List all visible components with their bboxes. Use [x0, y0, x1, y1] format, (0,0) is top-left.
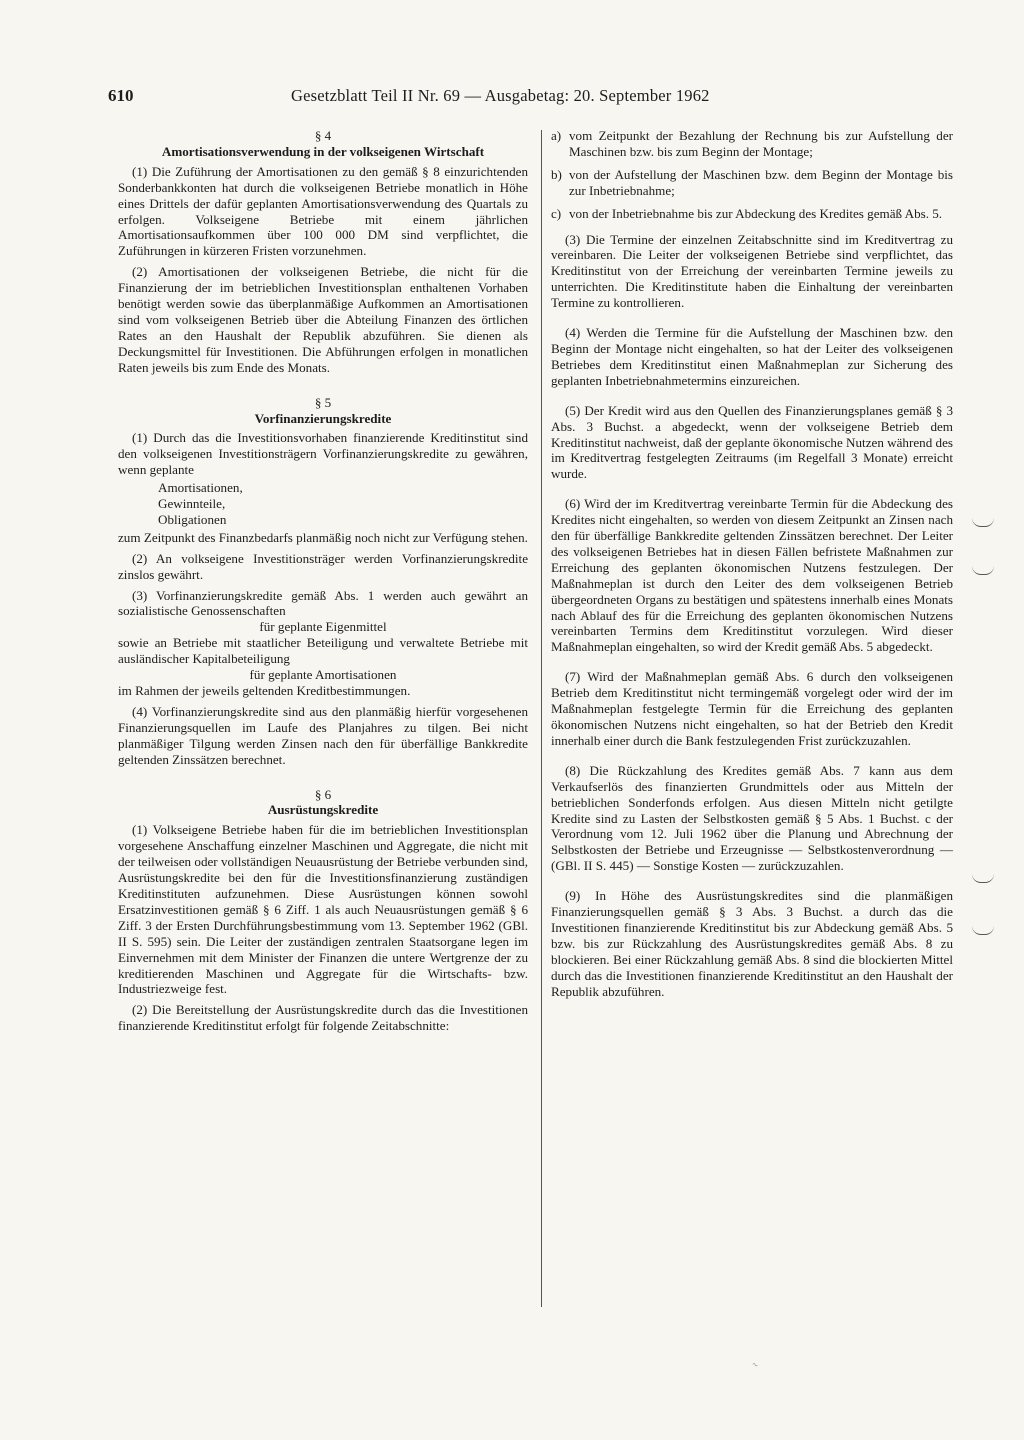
list-label: b) — [551, 166, 562, 182]
section-4-sign: § 4 — [314, 128, 332, 143]
list-item — [551, 128, 953, 160]
section-5-paragraph-4: (4) Vorfinanzierungskredite sind aus den planmäßig hierfür vorgesehenen Finanzierungsquellen im Laufe des Planjahres zu tilgen. Bei nicht planmäßiger Tilgung werden Zinsen nach den für überfällige Bankkredite geltenden Zinssätzen berechnet. — [118, 703, 528, 767]
column-divider — [541, 130, 542, 1307]
list-item: Obligationen — [158, 511, 227, 527]
section-5-heading: Vorfinanzierungskredite — [254, 410, 392, 426]
section-5-sign: § 5 — [314, 394, 332, 410]
header-title: Gesetzblatt Teil II Nr. 69 — Ausgabetag: 20. September 1962 — [291, 86, 710, 105]
list-text: vom Zeitpunkt der Bezahlung der Rechnung bis zur Aufstellung der Maschinen bzw. bis zum Beginn der Montage; — [569, 128, 953, 159]
section-6-paragraph-9: (9) In Höhe des Ausrüstungskredites sind die planmäßigen Finanzierungsquellen gemäß § 3 Abs. 3 Buchst. a durch das die Investitionen finanzierende Kreditinstitut bis zur Abdeckung gemäß Abs. 5 bzw. bis zur Rückzahlung des Ausrüstungskredites gemäß Abs. 8 zu blockieren. Bei einer Rückzahlung gemäß Abs. 8 sind die blockierten Mittel durch das die Investitionen finanzierende Kreditinstitut an den Haushalt der Republik abzuführen. — [551, 888, 953, 999]
list-item: Gewinnteile, — [158, 496, 226, 512]
list-item — [551, 167, 953, 199]
section-6-paragraph-2: (2) Die Bereitstellung der Ausrüstungskredite durch das die Investitionen finanzierende Kreditinstitut erfolgt für folgende Zeitabschnitte: — [118, 1002, 528, 1034]
left-column — [118, 128, 528, 1039]
list-text: von der Inbetriebnahme bis zur Abdeckung des Kredites gemäß Abs. 5. — [569, 205, 943, 221]
section-4-paragraph-1: (1) Die Zuführung der Amortisationen zu den gemäß § 8 einzurichtenden Sonderbankkonten hat durch die volkseigenen Betriebe monatlich in Höhe eines Drittels der dafür geplanten Amortisationsverwendung des Quartals zu erfolgen. Volkseigene Betriebe mit einem jährlichen Amortisationsaufkommen über 100 000 DM sind verpflichtet, die Zuführungen in kürzeren Fristen vorzunehmen. — [118, 163, 528, 259]
section-5-paragraph-3-end: im Rahmen der jeweils geltenden Kreditbestimmungen. — [118, 683, 411, 698]
section-5-paragraph-3: (3) Vorfinanzierungskredite gemäß Abs. 1 werden auch gewährt an sozialistische Genossenschaften — [118, 587, 528, 619]
section-5-paragraph-3-cont: sowie an Betriebe mit staatlicher Beteiligung und verwaltete Betriebe mit ausländischer Kapitalbeteiligung — [118, 635, 528, 667]
margin-mark — [972, 926, 994, 935]
section-5-paragraph-3-line: für geplante Eigenmittel — [259, 619, 387, 635]
section-6-paragraph-4: (4) Werden die Termine für die Aufstellung der Maschinen bzw. den Beginn der Montage nicht eingehalten, so hat der Leiter des volkseigenen Betriebes dem Kreditinstitut einen Maßnahmeplan zur Sicherung des geplanten Inbetriebnahmetermins einzureichen. — [551, 325, 953, 388]
section-6-paragraph-8: (8) Die Rückzahlung des Kredites gemäß Abs. 7 kann aus dem Verkaufserlös des finanzierten Grundmittels oder aus Mitteln der betrieblichen Sonderfonds erfolgen. Aus diesen Mitteln nicht getilgte Kredite sind zu Lasten der Selbstkosten gemäß § 5 Abs. 1 Buchst. c der Verordnung vom 12. Juli 1962 über die Planung und Abrechnung der Selbstkosten der Betriebe und Erzeugnisse — Selbstkostenverordnung — (GBl. II S. 445) — Sonstige Kosten — zurückzuzahlen. — [551, 762, 953, 874]
section-6-sign: § 6 — [314, 786, 332, 802]
margin-mark — [972, 874, 994, 883]
ink-smudge: ~ — [749, 1359, 760, 1372]
page-header — [108, 86, 788, 110]
section-6-heading: Ausrüstungskredite — [267, 802, 379, 818]
margin-mark — [972, 566, 994, 575]
section-6-paragraph-3: (3) Die Termine der einzelnen Zeitabschnitte sind im Kreditvertrag zu vereinbaren. Die Leiter der volkseigenen Betriebe sind verpflichtet, das Kreditinstitut von der Erreichung der vereinbarten Termine jeweils zu unterrichten. Die Kreditinstitute haben die Einhaltung der vereinbarten Termine zu kontrollieren. — [551, 231, 953, 311]
section-4-paragraph-2: (2) Amortisationen der volkseigenen Betriebe, die nicht für die Finanzierung der im betrieblichen Investitionsplan enthaltenen Vorhaben benötigt werden sowie das überplanmäßige Aufkommen an Amortisationen sind vom volkseigenen Betrieb über die Abteilung Finanzen des örtlichen Rates an den Haushalt der Republik abzuführen. Sie dienen als Deckungsmittel für Investitionen. Die Abführungen erfolgen in monatlichen Raten jeweils bis zum Ende des Monats. — [118, 264, 528, 375]
section-6-paragraph-5: (5) Der Kredit wird aus den Quellen des Finanzierungsplanes gemäß § 3 Abs. 3 Buchst. a abgedeckt, wenn der volkseigene Betrieb dem Kreditinstitut nachweist, daß der geplante ökonomische Nutzen während des im Kreditvertrag festgelegten Zeitraums (im Regelfall 3 Monate) erreicht wurde. — [551, 402, 953, 482]
section-6-paragraph-1: (1) Volkseigene Betriebe haben für die im betrieblichen Investitionsplan vorgesehene Anschaffung einzelner Maschinen und Aggregate, die nicht mit der teilweisen oder vollständigen Neuausrüstung der Betriebe verbunden sind, Ausrüstungskredite bei den für die Investitionsfinanzierung zuständigen Kreditinstituten aufzunehmen. Diese Ausrüstungen können sowohl Ersatzinvestitionen gemäß § 6 Ziff. 1 als auch Neuausrüstungen gemäß § 6 Ziff. 3 der Ersten Durchführungsbestimmung vom 13. September 1962 (GBl. II S. 595) sein. Die Leiter der zuständigen zentralen Staatsorgane legen im Einvernehmen mit dem Minister der Finanzen die untere Wertgrenze der zu kreditierenden Maschinen und Aggregate für die Wirtschafts- bzw. Industriezweige fest. — [118, 822, 528, 997]
page-number: 610 — [108, 86, 134, 105]
section-4-heading: Amortisationsverwendung in der volkseigenen Wirtschaft — [161, 143, 485, 159]
section-5-paragraph-2: (2) An volkseigene Investitionsträger werden Vorfinanzierungskredite zinslos gewährt. — [118, 550, 528, 582]
right-column — [551, 128, 953, 1014]
section-5-paragraph-1-end: zum Zeitpunkt des Finanzbedarfs planmäßig noch nicht zur Verfügung stehen. — [118, 529, 528, 545]
list-text: von der Aufstellung der Maschinen bzw. dem Beginn der Montage bis zur Inbetriebnahme; — [569, 166, 953, 198]
section-6-paragraph-6: (6) Wird der im Kreditvertrag vereinbarte Termin für die Abdeckung des Kredites nicht eingehalten, so werden von diesem Zeitpunkt an Zinsen nach den für überfällige Bankkredite geltenden Zinssätzen berechnet. Der Leiter des volkseigenen Betriebes hat in diesen Fällen befristete Maßnahmen zur Erreichung des geplanten ökonomischen Nutzens festzulegen. Der Maßnahmeplan ist durch den Leiter des dem volkseigenen Betrieb übergeordneten Organs zu bestätigen und spätestens innerhalb eines Monats nach Ablauf des für die Erreichung des geplanten ökonomischen Nutzens vereinbarten Termins dem Kreditinstitut vorzulegen. Wird dieser Maßnahmeplan eingehalten, so wird der Kredit gemäß Abs. 5 abgedeckt. — [551, 496, 953, 655]
list-label: a) — [551, 128, 562, 143]
list-item — [551, 206, 953, 222]
section-6-paragraph-7: (7) Wird der Maßnahmeplan gemäß Abs. 6 durch den volkseigenen Betrieb dem Kreditinstitut nicht termingemäß vorgelegt oder wird der im Maßnahmeplan festgelegte Termin für die Erreichung des geplanten ökonomischen Nutzens nicht eingehalten, so hat der Betrieb den Kredit innerhalb einer durch die Bank festzulegenden Frist zurückzuzahlen. — [551, 669, 953, 748]
margin-mark — [972, 518, 994, 527]
section-5-paragraph-1-intro: (1) Durch das die Investitionsvorhaben finanzierende Kreditinstitut sind den volkseigenen Investitionsträgern Vorfinanzierungskredite zu gewähren, wenn geplante — [118, 430, 528, 478]
list-label: c) — [551, 205, 562, 221]
section-5-paragraph-3-line: für geplante Amortisationen — [249, 667, 397, 683]
time-period-list — [551, 128, 953, 222]
financing-source-list — [118, 480, 528, 528]
list-item: Amortisationen, — [158, 480, 243, 496]
